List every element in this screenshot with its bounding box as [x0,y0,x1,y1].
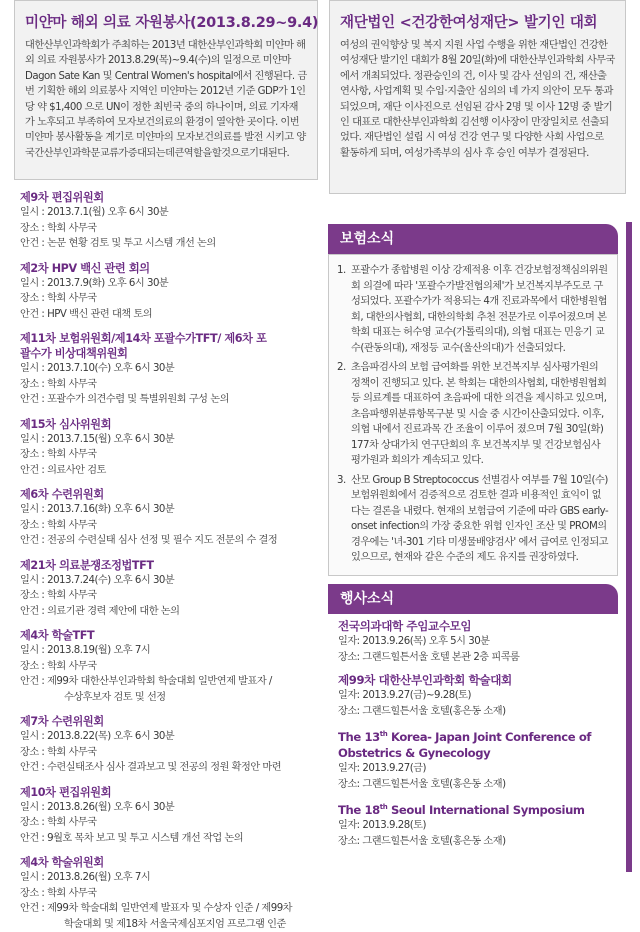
article-box-foundation [329,0,626,194]
meeting-date: 일시 : 2013.7.10(수) 오후 6시 30분 [20,361,318,377]
meeting-title: 제21차 의료분쟁조정법TFT [20,558,318,573]
meeting-agenda: 안건 : 의료기관 경력 제안에 대한 논의 [20,604,318,620]
article-title: 미얀마 해외 의료 자원봉사(2013.8.29~9.4) [25,11,307,32]
event-date: 일자: 2013.9.26(목) 오후 5시 30분 [338,634,608,650]
event-title: The 18th Seoul International Symposium [338,799,608,818]
meeting-date: 일시 : 2013.8.26(월) 오후 7시 [20,870,318,886]
event-date: 일자: 2013.9.27(금) [338,761,608,777]
event-list [328,614,618,850]
meeting-agenda-continued: 학술대회 및 제18차 서울국제심포지엄 프로그램 인준 [20,917,318,932]
meeting-place: 장소 : 학회 사무국 [20,745,318,761]
meeting-date: 일시 : 2013.8.19(월) 오후 7시 [20,643,318,659]
event-item [338,618,608,666]
insurance-item [337,360,609,469]
meeting-date: 일시 : 2013.7.24(수) 오후 6시 30분 [20,573,318,589]
meeting-date: 일시 : 2013.8.22(목) 오후 6시 30분 [20,729,318,745]
meeting-agenda: 안건 : 포괄수가 의견수렴 및 특별위원회 구성 논의 [20,392,318,408]
meeting-date: 일시 : 2013.7.1(월) 오후 6시 30분 [20,205,318,221]
article-box-myanmar [14,0,318,180]
article-body: 여성의 권익향상 및 복지 지원 사업 수행을 위한 재단법인 건강한 여성재단 발기인 대회가 8월 20일(화)에 대한산부인과학회 사무국에서 개최되었다. 정관승인의 건, 이사 및 감사 선임의 건, 재산출연사항, 사업계획 및 수입·지출안 심의의 네 가지 의안이 모두 통과되었으며, 재단 이사진으로 선임된 감사 2명 및 이사 12명 중 발기인 대표로 대한산부인과학회 김선행 이사장이 만장일치로 선출되었다. 재단법인 설립 시 여성 건강 연구 및 다양한 사회 사업으로 활동하게 되며, 여성가족부의 심사 후 승인 여부가 결정된다. [340,38,615,161]
meeting-place: 장소 : 학회 사무국 [20,518,318,534]
item-number: 2. [337,360,351,469]
meeting-item [20,190,318,252]
meeting-agenda: 안건 : 9월호 목차 보고 및 투고 시스템 개선 작업 논의 [20,831,318,847]
event-date: 일자: 2013.9.28(토) [338,818,608,834]
section-heading-insurance: 보험소식 [328,224,618,254]
meeting-title: 제10차 편집위원회 [20,785,318,800]
event-item [338,726,608,793]
meeting-date: 일시 : 2013.7.9(화) 오후 6시 30분 [20,276,318,292]
meeting-list [14,190,318,932]
meeting-agenda: 안건 : 의료사안 검토 [20,463,318,479]
insurance-item [337,263,609,356]
meeting-title: 제2차 HPV 백신 관련 회의 [20,261,318,276]
meeting-agenda: 안건 : 제99차 학술대회 일반연제 발표자 및 수상자 인준 / 제99차 [20,901,318,917]
meeting-place: 장소 : 학회 사무국 [20,815,318,831]
meeting-title: 제15차 심사위원회 [20,417,318,432]
meeting-place: 장소 : 학회 사무국 [20,291,318,307]
meeting-agenda: 안건 : 수련실태조사 심사 결과보고 및 전공의 정원 확정안 마련 [20,760,318,776]
event-place: 장소: 그랜드힐튼서울 호텔(홍은동 소재) [338,834,608,850]
meeting-agenda: 안건 : HPV 백신 관련 대책 토의 [20,307,318,323]
meeting-agenda-continued: 수상후보자 검토 및 선정 [20,690,318,706]
meeting-agenda: 안건 : 논문 현황 검토 및 투고 시스템 개선 논의 [20,236,318,252]
item-number: 3. [337,473,351,566]
event-title: 전국의과대학 주임교수모임 [338,618,608,634]
meeting-place: 장소 : 학회 사무국 [20,221,318,237]
meeting-date: 일시 : 2013.7.15(월) 오후 6시 30분 [20,432,318,448]
item-text: 산모 Group B Streptococcus 선별검사 여부를 7월 10일(수) 보험위원회에서 검증적으로 검토한 결과 비용적인 효익이 없다는 결론을 내렸다. 현재의 보험급여 기준에 따라 GBS early-onset infection의 가장 중요한 위험 인자인 조산 및 PROM의 경우에는 '녀-301 기타 미생물배양검사' 에서 급여로 인정되고 있으므로, 현재와 같은 수준의 제도 유지를 권장하였다. [351,473,609,566]
insurance-box [328,254,618,576]
meeting-place: 장소 : 학회 사무국 [20,659,318,675]
event-title: 제99차 대한산부인과학회 학술대회 [338,672,608,688]
meeting-title: 제9차 편집위원회 [20,190,318,205]
event-place: 장소: 그랜드힐튼서울 호텔(홍은동 소재) [338,777,608,793]
right-column [329,0,626,194]
article-body: 대한산부인과학회가 주최하는 2013년 대한산부인과학회 미얀마 해외 의료 자원봉사가 2013.8.29(목)~9.4(수)의 일정으로 미얀마 Dagon Sate Kan 및 Central Women's hospital에서 진행된다. 금번 기획한 해외 의료봉사 지역인 미얀마는 2012년 기준 GDP가 1인당 약 $1,400 으로 UN이 정한 최빈국 중의 하나이며, 의료 기자재가 노후되고 부족하여 모자보건의료의 환경이 열악한 곳이다. 이번 미얀마 봉사활동을 계기로 미얀마의 모자보건의료를 발전 시키고 양국간산부인과학문교류가증대되는데큰역할을할것으로기대된다. [25,38,307,161]
meeting-agenda: 안건 : 제99차 대한산부인과학회 학술대회 일반연제 발표자 / [20,674,318,690]
meeting-item [20,558,318,620]
accent-strip [626,222,632,872]
insurance-list [329,255,617,566]
meeting-item [20,417,318,479]
insurance-item [337,473,609,566]
meeting-place: 장소 : 학회 사무국 [20,886,318,902]
meeting-title: 제4차 학술TFT [20,628,318,643]
event-item [338,799,608,850]
meeting-title: 제4차 학술위원회 [20,855,318,870]
left-column [14,0,318,932]
meeting-place: 장소 : 학회 사무국 [20,588,318,604]
meeting-date: 일시 : 2013.8.26(월) 오후 6시 30분 [20,800,318,816]
meeting-title: 제11차 보험위원회/제14차 포괄수가TFT/ 제6차 포괄수가 비상대책위원회 [20,331,270,361]
meeting-item [20,331,318,408]
meeting-item [20,855,318,932]
section-heading-events: 행사소식 [328,584,618,614]
meeting-agenda: 안건 : 전공의 수련실태 심사 선정 및 필수 지도 전문의 수 결정 [20,533,318,549]
meeting-place: 장소 : 학회 사무국 [20,377,318,393]
meeting-item [20,261,318,323]
meeting-title: 제7차 수련위원회 [20,714,318,729]
item-text: 초음파검사의 보험 급여화를 위한 보건복지부 심사평가원의 정책이 진행되고 있다. 본 학회는 대한의사협회, 대한병원협회 등 의료계를 대표하여 초음파에 대한 의견을 제시하고 있으며, 초음파행위분류항목구분 및 시술 중 시간이산출되었다. 이후, 의협 내에서 진료과목 간 조율이 이루어 졌으며 7월 30일(화) 177차 상대가치 연구단회의 후 보건복지부 및 건강보험심사평가원과 회의가 계속되고 있다. [351,360,609,469]
meeting-title: 제6차 수련위원회 [20,487,318,502]
item-number: 1. [337,263,351,356]
meeting-item [20,487,318,549]
event-title: The 13th Korea- Japan Joint Conference of Obstetrics & Gynecology [338,726,608,761]
event-place: 장소: 그랜드힐튼서울 호텔(홍은동 소재) [338,704,608,720]
meeting-item [20,785,318,847]
meeting-place: 장소 : 학회 사무국 [20,447,318,463]
events-box [328,614,618,864]
event-date: 일자: 2013.9.27(금)~9.28(토) [338,688,608,704]
item-text: 포괄수가 종합병원 이상 강제적용 이후 건강보험정책심의위원회 의결에 따라 '포괄수가발전협의체'가 보건복지부주도로 구성되었다. 포괄수가가 적용되는 4개 진료과목에서 대한병원협회, 대한의사협회, 대한의학회 추천 전문가로 이루어졌으며 본 학회 대표는 허수영 교수(가톨릭의대), 의협 대표는 민응기 교수(관동의대), 재정등 교수(울산의대)가 선출되었다. [351,263,609,356]
meeting-item [20,628,318,705]
event-item [338,672,608,720]
meeting-date: 일시 : 2013.7.16(화) 오후 6시 30분 [20,502,318,518]
meeting-item [20,714,318,776]
article-title: 재단법인 <건강한여성재단> 발기인 대회 [340,11,615,32]
event-place: 장소: 그랜드힐튼서울 호텔 본관 2층 피콕룸 [338,650,608,666]
